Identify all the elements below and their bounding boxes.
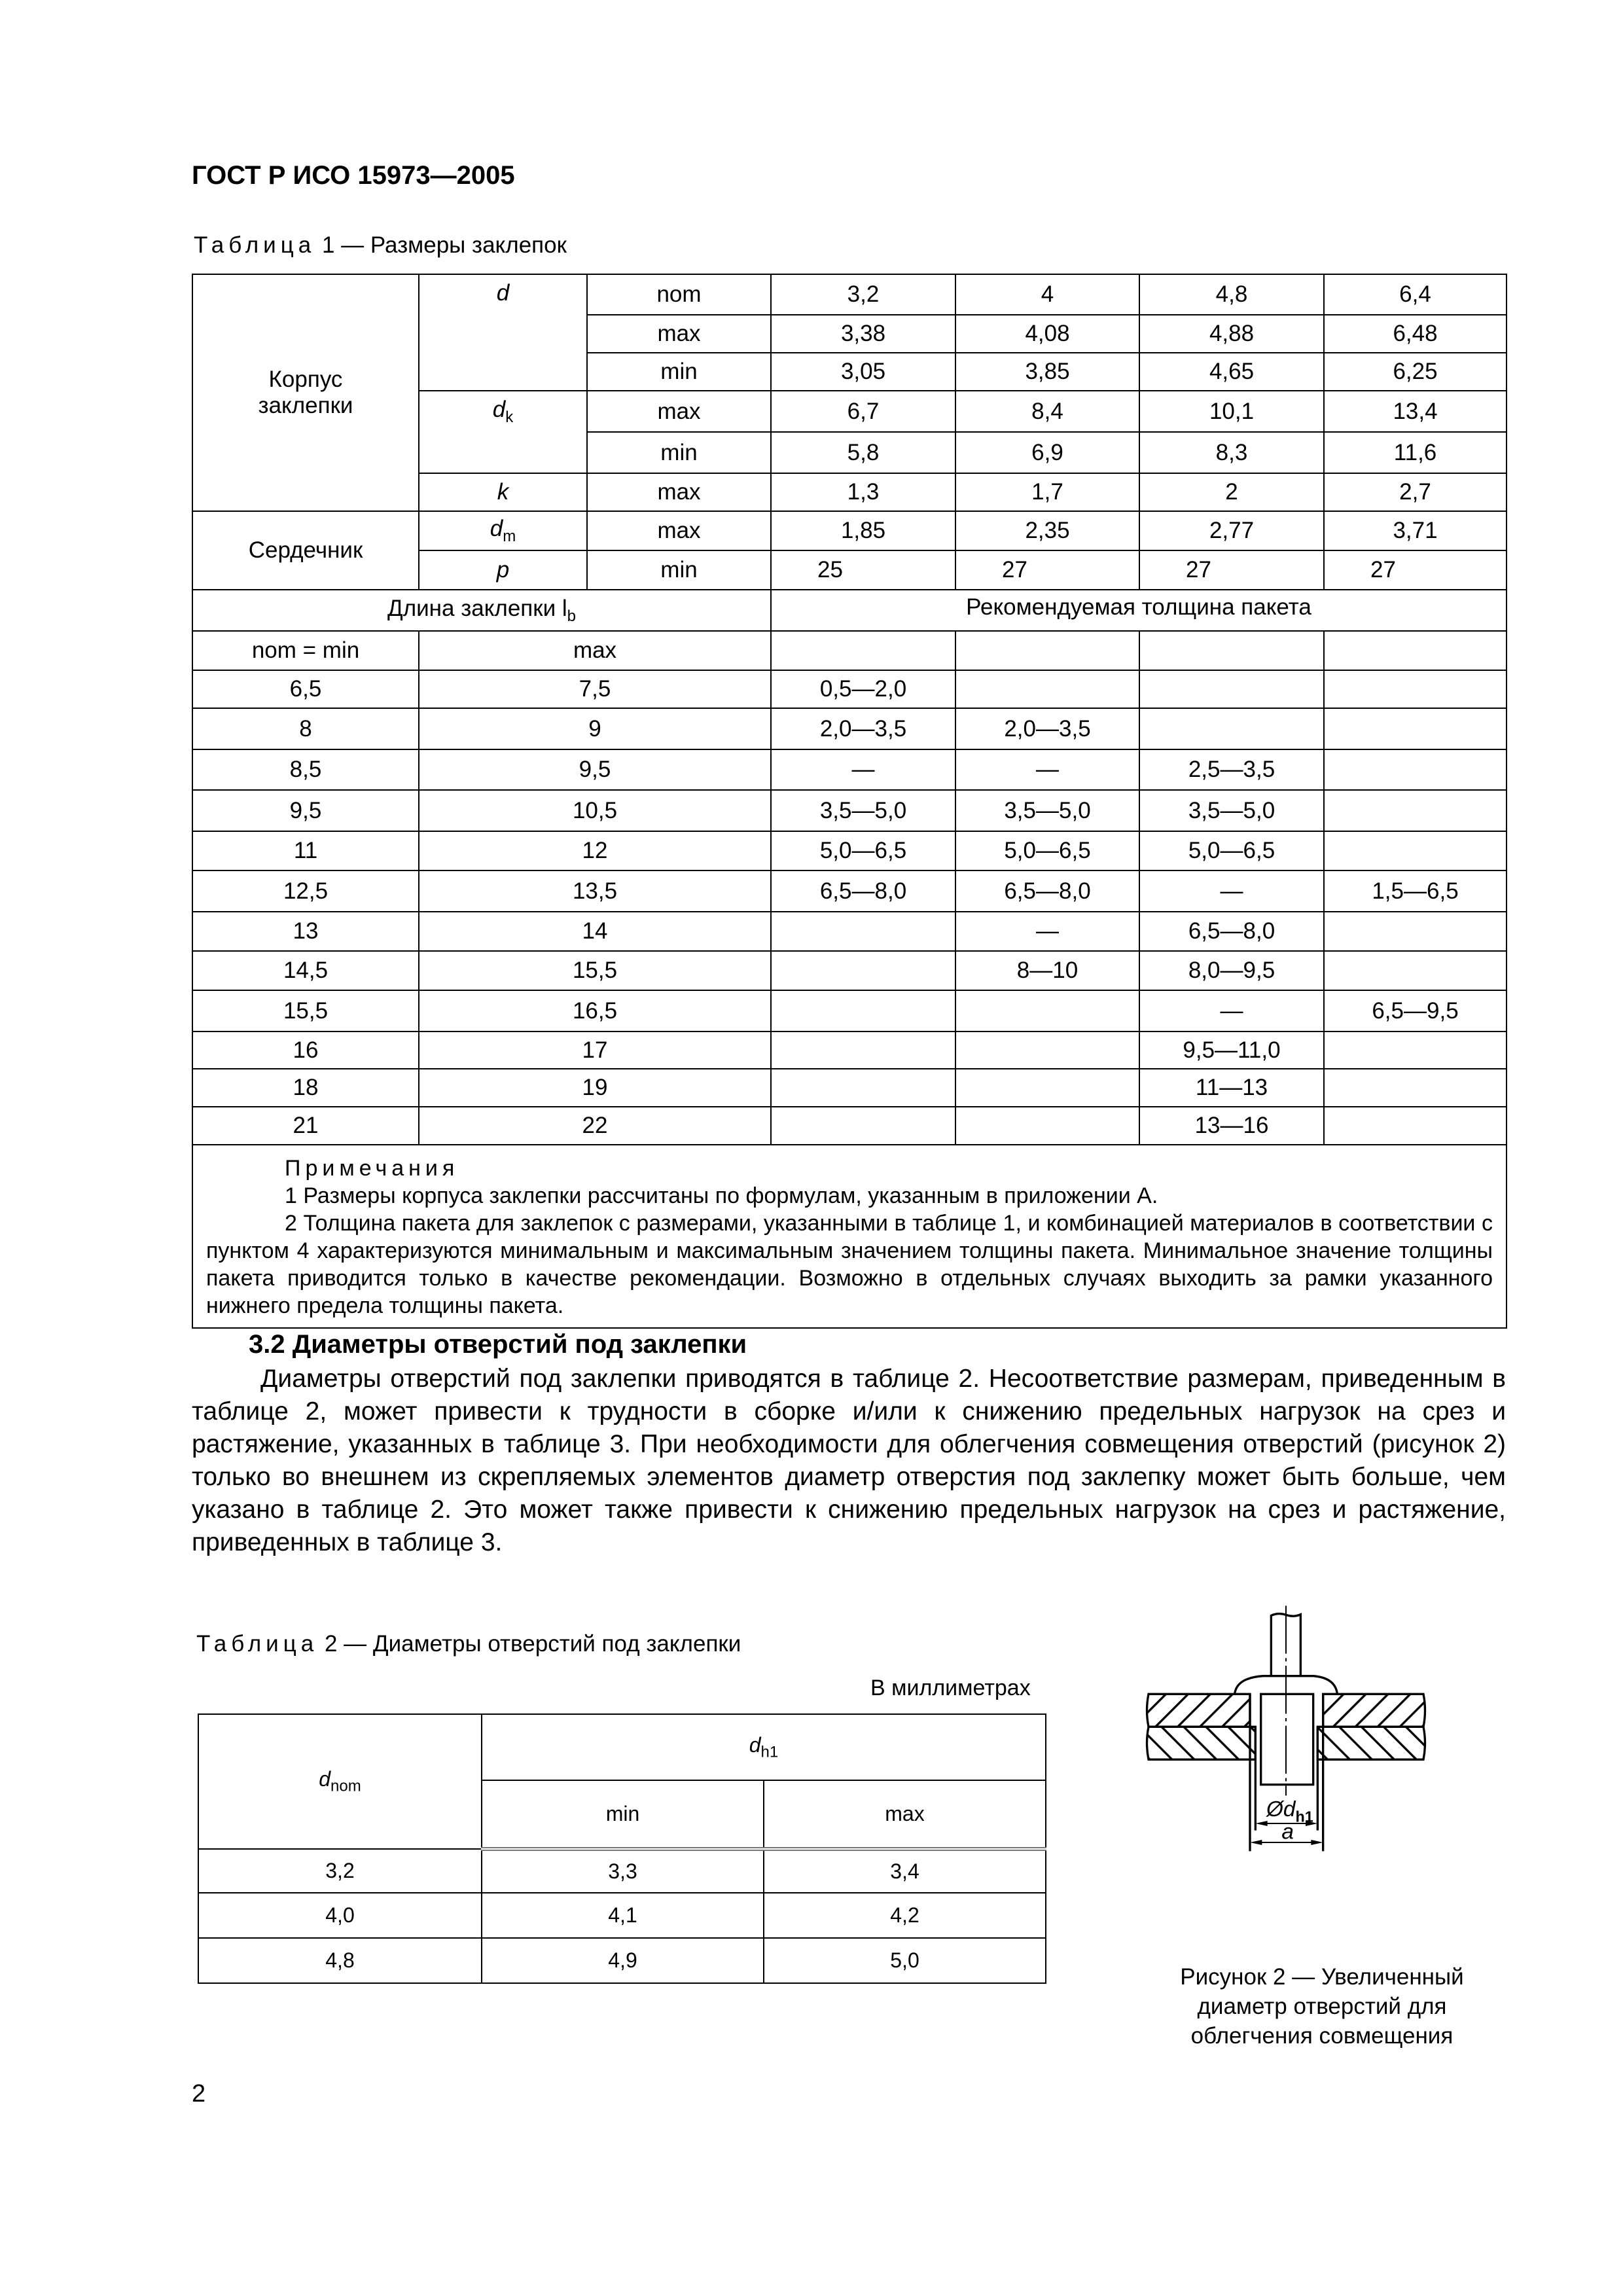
table-row	[192, 670, 1507, 708]
table-row	[192, 708, 1507, 749]
length-nom: 14,5	[192, 951, 419, 990]
value-cell: 27	[955, 550, 1139, 590]
page-number: 2	[192, 2080, 206, 2108]
value-cell: 5,8	[771, 432, 955, 473]
table2-caption-title: 2 — Диаметры отверстий под заклепки	[318, 1631, 741, 1657]
value-cell: 4,0	[198, 1893, 482, 1938]
length-header: Длина заклепки $l_b$	[192, 590, 771, 631]
value-cell: 25	[771, 550, 955, 590]
grip-range	[1324, 1069, 1507, 1107]
table1-notes	[192, 1145, 1507, 1328]
value-cell: 4,8	[198, 1938, 482, 1983]
value-cell: 3,2	[771, 274, 955, 315]
value-cell: 4,08	[955, 315, 1139, 353]
length-nom: 18	[192, 1069, 419, 1107]
grip-range	[955, 1107, 1139, 1145]
length-max: 15,5	[419, 951, 771, 990]
value-cell: 10,1	[1139, 391, 1324, 432]
grip-range	[955, 1069, 1139, 1107]
hole-diameters-table	[198, 1713, 1046, 1984]
grip-range: 6,5—8,0	[1139, 912, 1324, 951]
length-max: 12	[419, 831, 771, 870]
table1-caption	[194, 232, 567, 259]
grip-range: 2,0—3,5	[771, 708, 955, 749]
grip-range: 6,5—8,0	[955, 870, 1139, 912]
length-max: 13,5	[419, 870, 771, 912]
table-row	[192, 831, 1507, 870]
header-dnom: $d_{nom}$	[198, 1714, 482, 1849]
grip-range	[1324, 1031, 1507, 1069]
value-cell: 2	[1139, 473, 1324, 511]
header-min: min	[482, 1780, 764, 1849]
length-nom: 15,5	[192, 990, 419, 1031]
table2-units: В миллиметрах	[870, 1676, 1031, 1700]
notes-title: Примечания	[285, 1156, 459, 1181]
value-cell: 4,9	[482, 1938, 764, 1983]
value-cell: 13,4	[1324, 391, 1507, 432]
value-cell: 1,7	[955, 473, 1139, 511]
group-rivet-body: Корпус заклепки	[192, 274, 419, 511]
qualifier-cell: min	[587, 353, 771, 391]
qualifier-cell: max	[587, 391, 771, 432]
grip-range: 9,5—11,0	[1139, 1031, 1324, 1069]
table-row	[198, 1893, 1046, 1938]
value-cell: 8,3	[1139, 432, 1324, 473]
grip-range: 5,0—6,5	[1139, 831, 1324, 870]
value-cell: 2,7	[1324, 473, 1507, 511]
value-cell: 4,65	[1139, 353, 1324, 391]
table-row	[192, 912, 1507, 951]
grip-range: —	[1139, 990, 1324, 1031]
table2-caption	[196, 1631, 741, 1657]
grip-range	[1324, 831, 1507, 870]
grip-range: 0,5—2,0	[771, 670, 955, 708]
table-row	[192, 951, 1507, 990]
table-row	[192, 990, 1507, 1031]
value-cell: 11,6	[1324, 432, 1507, 473]
length-nom: 16	[192, 1031, 419, 1069]
table1-caption-title: 1 — Размеры заклепок	[315, 232, 567, 258]
grip-range	[771, 1107, 955, 1145]
grip-range	[955, 990, 1139, 1031]
table-row	[192, 870, 1507, 912]
qualifier-cell: max	[587, 511, 771, 550]
qualifier-cell: max	[587, 473, 771, 511]
note-1: 1 Размеры корпуса заклепки рассчитаны по формулам, указанным в приложении А.	[285, 1183, 1158, 1208]
table-row	[192, 749, 1507, 790]
a-label: a	[1281, 1820, 1294, 1844]
rivet-body	[1261, 1694, 1313, 1784]
figure-caption: Рисунок 2 — Увеличенный диаметр отверстий для облегчения совмещения	[1180, 1964, 1464, 2049]
grip-range: 11—13	[1139, 1069, 1324, 1107]
document-header: ГОСТ Р ИСО 15973—2005	[192, 161, 515, 190]
value-cell: 3,38	[771, 315, 955, 353]
symbol-cell: p	[419, 550, 587, 590]
length-max: 9	[419, 708, 771, 749]
length-max: 7,5	[419, 670, 771, 708]
grip-range	[771, 1031, 955, 1069]
length-nom: 9,5	[192, 790, 419, 831]
grip-range: 5,0—6,5	[955, 831, 1139, 870]
table-row	[192, 1107, 1507, 1145]
nom-min-header: nom = min	[192, 631, 419, 670]
rivet-dimensions-table	[192, 274, 1507, 1329]
grip-range: 5,0—6,5	[771, 831, 955, 870]
grip-header: Рекомендуемая толщина пакета	[771, 590, 1507, 631]
value-cell: 6,48	[1324, 315, 1507, 353]
grip-range: —	[955, 912, 1139, 951]
grip-range	[771, 912, 955, 951]
value-cell: 3,3	[482, 1849, 764, 1893]
value-cell: 27	[1324, 550, 1507, 590]
grip-range: —	[771, 749, 955, 790]
length-max: 9,5	[419, 749, 771, 790]
grip-range	[1324, 790, 1507, 831]
length-nom: 13	[192, 912, 419, 951]
value-cell: 3,4	[764, 1849, 1046, 1893]
length-max: 19	[419, 1069, 771, 1107]
grip-range	[955, 670, 1139, 708]
value-cell: 6,25	[1324, 353, 1507, 391]
table-row	[192, 1031, 1507, 1069]
grip-range	[1324, 749, 1507, 790]
value-cell: 6,4	[1324, 274, 1507, 315]
qualifier-cell: min	[587, 550, 771, 590]
value-cell: 5,0	[764, 1938, 1046, 1983]
grip-range	[771, 1069, 955, 1107]
value-cell: 3,05	[771, 353, 955, 391]
value-cell: 6,7	[771, 391, 955, 432]
length-max: 22	[419, 1107, 771, 1145]
length-nom: 21	[192, 1107, 419, 1145]
table-row	[192, 1069, 1507, 1107]
table1-caption-prefix: Таблица	[194, 232, 316, 258]
value-cell: 3,71	[1324, 511, 1507, 550]
grip-range	[771, 951, 955, 990]
grip-range: 2,5—3,5	[1139, 749, 1324, 790]
symbol-cell: d	[419, 274, 587, 391]
qualifier-cell: nom	[587, 274, 771, 315]
qualifier-cell: max	[587, 315, 771, 353]
dh1-label: $Ød_{h1}$	[1266, 1797, 1313, 1825]
max-header: max	[419, 631, 771, 670]
table-row	[192, 511, 1507, 550]
table-row	[198, 1938, 1046, 1983]
grip-range: 3,5—5,0	[955, 790, 1139, 831]
length-max: 14	[419, 912, 771, 951]
symbol-cell: k	[419, 473, 587, 511]
section-title: 3.2 Диаметры отверстий под заклепки	[249, 1330, 747, 1359]
value-cell: 4	[955, 274, 1139, 315]
grip-range	[1324, 708, 1507, 749]
length-nom: 8	[192, 708, 419, 749]
length-max: 17	[419, 1031, 771, 1069]
grip-range: 6,5—8,0	[771, 870, 955, 912]
grip-range: 3,5—5,0	[771, 790, 955, 831]
symbol-cell: $d_m$	[419, 511, 587, 550]
value-cell: 1,3	[771, 473, 955, 511]
header-dh1: $d_{h1}$	[482, 1714, 1046, 1780]
grip-range: —	[955, 749, 1139, 790]
symbol-cell: $d_k$	[419, 391, 587, 473]
length-nom: 11	[192, 831, 419, 870]
grip-range: —	[1139, 870, 1324, 912]
grip-range	[1324, 670, 1507, 708]
section-body: Диаметры отверстий под заклепки приводятся в таблице 2. Несоответствие размерам, приведенным в таблице 2, может привести к трудности в сборке и/или к снижению предельных нагрузок на срез и растяжение, указанных в таблице 3. При необходимости для облегчения совмещения отверстий (рисунок 2) только во внешнем из скрепляемых элементов диаметр отверстия под заклепку может быть больше, чем указано в таблице 2. Это может также привести к снижению предельных нагрузок на срез и растяжение, приведенных в таблице 3.	[192, 1365, 1506, 1556]
qualifier-cell: min	[587, 432, 771, 473]
value-cell: 2,77	[1139, 511, 1324, 550]
length-max: 10,5	[419, 790, 771, 831]
grip-range: 1,5—6,5	[1324, 870, 1507, 912]
length-nom: 12,5	[192, 870, 419, 912]
value-cell: 4,8	[1139, 274, 1324, 315]
group-mandrel: Сердечник	[192, 511, 419, 590]
grip-range: 3,5—5,0	[1139, 790, 1324, 831]
value-cell: 4,1	[482, 1893, 764, 1938]
grip-range: 6,5—9,5	[1324, 990, 1507, 1031]
grip-range	[1139, 670, 1324, 708]
rivet-hole-figure	[1113, 1590, 1453, 1852]
grip-range	[1324, 1107, 1507, 1145]
value-cell: 4,88	[1139, 315, 1324, 353]
length-nom: 8,5	[192, 749, 419, 790]
value-cell: 6,9	[955, 432, 1139, 473]
grip-range	[771, 990, 955, 1031]
grip-range	[1324, 951, 1507, 990]
grip-range	[1324, 912, 1507, 951]
table-row	[192, 790, 1507, 831]
table-row	[192, 274, 1507, 315]
value-cell: 2,35	[955, 511, 1139, 550]
note-2: 2 Толщина пакета для заклепок с размерами, указанными в таблице 1, и комбинацией материалов в соответствии с пунктом 4 характеризуются минимальным и максимальным значением толщины пакета. Минимальное значение толщины пакета приводится только в качестве рекомендации. Возможно в отдельных случаях выходить за рамки указанного нижнего предела толщины пакета.	[206, 1211, 1493, 1318]
value-cell: 3,85	[955, 353, 1139, 391]
grip-range	[955, 1031, 1139, 1069]
length-max: 16,5	[419, 990, 771, 1031]
value-cell: 8,4	[955, 391, 1139, 432]
length-nom: 6,5	[192, 670, 419, 708]
grip-range	[1139, 708, 1324, 749]
value-cell: 1,85	[771, 511, 955, 550]
grip-range: 8,0—9,5	[1139, 951, 1324, 990]
table-row	[198, 1849, 1046, 1893]
value-cell: 27	[1139, 550, 1324, 590]
table2-caption-prefix: Таблица	[196, 1631, 319, 1657]
value-cell: 4,2	[764, 1893, 1046, 1938]
header-max: max	[764, 1780, 1046, 1849]
value-cell: 3,2	[198, 1849, 482, 1893]
grip-range: 13—16	[1139, 1107, 1324, 1145]
grip-range: 8—10	[955, 951, 1139, 990]
grip-range: 2,0—3,5	[955, 708, 1139, 749]
